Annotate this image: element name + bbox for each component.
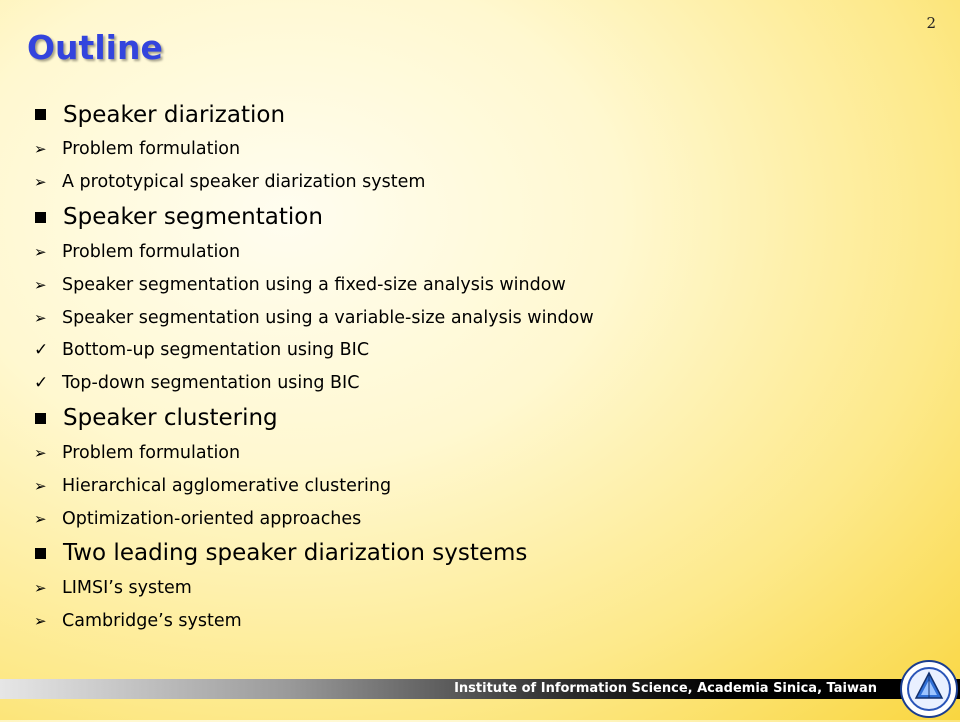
outline-sub-item bbox=[34, 133, 914, 166]
footer-bar bbox=[0, 679, 960, 699]
outline-sub-item bbox=[34, 334, 914, 367]
section-label: Speaker diarization bbox=[63, 101, 286, 128]
square-bullet-icon bbox=[35, 548, 46, 559]
arrow-bullet-icon: ➢ bbox=[34, 509, 47, 528]
sub-item-label: Problem formulation bbox=[62, 241, 241, 262]
arrow-bullet-icon: ➢ bbox=[34, 140, 47, 159]
sub-item-list bbox=[34, 572, 914, 638]
section-heading bbox=[34, 535, 914, 572]
page-number: 2 bbox=[926, 14, 936, 32]
outline-sub-item bbox=[34, 166, 914, 199]
outline-section bbox=[34, 400, 914, 535]
outline-sub-item bbox=[34, 367, 914, 400]
outline-sub-item bbox=[34, 605, 914, 638]
slide-title: Outline bbox=[27, 28, 163, 67]
outline-sub-item bbox=[34, 572, 914, 605]
section-heading bbox=[34, 199, 914, 236]
outline-sub-item bbox=[34, 268, 914, 301]
outline-sub-item bbox=[34, 502, 914, 535]
arrow-bullet-icon: ➢ bbox=[34, 476, 47, 495]
section-label: Two leading speaker diarization systems bbox=[63, 540, 528, 567]
sub-item-label: Problem formulation bbox=[62, 139, 241, 160]
sub-item-list bbox=[34, 236, 914, 400]
checkmark-icon: ✓ bbox=[34, 373, 49, 394]
sub-item-label: Problem formulation bbox=[62, 442, 241, 463]
sub-item-label: Bottom-up segmentation using BIC bbox=[62, 340, 370, 361]
section-label: Speaker segmentation bbox=[63, 204, 323, 231]
sub-item-list bbox=[34, 437, 914, 535]
outline-section bbox=[34, 96, 914, 199]
sub-item-label: Cambridge’s system bbox=[62, 611, 242, 632]
institute-emblem-icon bbox=[900, 660, 958, 718]
outline-sub-item bbox=[34, 437, 914, 470]
sub-item-label: LIMSI’s system bbox=[62, 578, 192, 599]
emblem-graphic bbox=[900, 660, 958, 718]
outline-list bbox=[34, 96, 914, 638]
arrow-bullet-icon: ➢ bbox=[34, 612, 47, 631]
arrow-bullet-icon: ➢ bbox=[34, 308, 47, 327]
arrow-bullet-icon: ➢ bbox=[34, 242, 47, 261]
sub-item-label: Speaker segmentation using a variable-size analysis window bbox=[62, 307, 594, 328]
sub-item-label: Optimization-oriented approaches bbox=[62, 508, 362, 529]
checkmark-icon: ✓ bbox=[34, 340, 49, 361]
arrow-bullet-icon: ➢ bbox=[34, 275, 47, 294]
arrow-bullet-icon: ➢ bbox=[34, 173, 47, 192]
section-label: Speaker clustering bbox=[63, 405, 278, 432]
sub-item-label: Speaker segmentation using a fixed-size analysis window bbox=[62, 274, 566, 295]
square-bullet-icon bbox=[35, 413, 46, 424]
outline-sub-item bbox=[34, 236, 914, 269]
footer-institution: Institute of Information Science, Academia Sinica, Taiwan bbox=[454, 681, 877, 696]
outline-sub-item bbox=[34, 469, 914, 502]
outline-section bbox=[34, 199, 914, 400]
outline-section bbox=[34, 535, 914, 638]
section-heading bbox=[34, 400, 914, 437]
square-bullet-icon bbox=[35, 212, 46, 223]
sub-item-label: Hierarchical agglomerative clustering bbox=[62, 475, 392, 496]
arrow-bullet-icon: ➢ bbox=[34, 443, 47, 462]
outline-sub-item bbox=[34, 301, 914, 334]
sub-item-label: A prototypical speaker diarization system bbox=[62, 172, 426, 193]
square-bullet-icon bbox=[35, 109, 46, 120]
arrow-bullet-icon: ➢ bbox=[34, 579, 47, 598]
sub-item-list bbox=[34, 133, 914, 199]
sub-item-label: Top-down segmentation using BIC bbox=[62, 373, 360, 394]
section-heading bbox=[34, 96, 914, 133]
